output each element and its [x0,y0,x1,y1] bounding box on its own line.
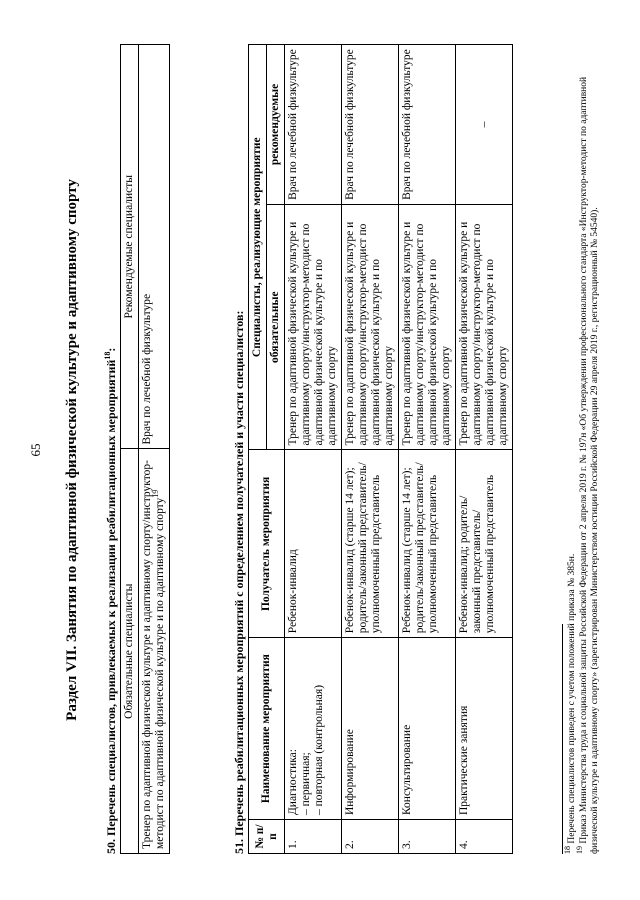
required-specialist-text: Тренер по адаптивной физической культуре и адаптивному спорту/инструктор-методист по адаптивной физической культуре и по адаптивному спорту [141,460,166,849]
table-row [399,45,456,854]
row-recommended: Врач по лечебной физкультуре [399,45,456,205]
row-required: Тренер по адаптивной физической культуре и адаптивному спорту/инструктор-методист по адаптивной физической культуре и по адаптивному спорту [285,204,342,450]
footnote-ref-19: 19 [151,489,161,498]
row-required: Тренер по адаптивной физической культуре и адаптивному спорту/инструктор-методист по адаптивной физической культуре и по адаптивному спорту [456,204,513,450]
footnote-mark: 19 [574,846,584,854]
row-activity: Консультирование [399,638,456,820]
col-activity-name: Наименование мероприятия [249,638,285,820]
activities-table [248,44,513,854]
row-recipient: Ребенок-инвалид; родитель/законный представитель/уполномоченный представитель [456,450,513,638]
row-num: 2. [342,820,399,854]
table-row [456,45,513,854]
row-activity [285,638,342,820]
section-50-heading: 50. Перечень специалистов, привлекаемых к реализации реабилитационных мероприятий$^{18}$: [103,347,118,854]
footnote-separator [562,624,563,854]
col-required-specialists: Обязательные специалисты [121,449,139,854]
recommended-specialist-cell: Врач по лечебной физкультуре [139,45,170,450]
row-recommended: Врач по лечебной физкультуре [285,45,342,205]
row-num: 1. [285,820,342,854]
section-title: Раздел VII. Занятия по адаптивной физической культуре и адаптивному спорту [64,179,80,721]
row-required: Тренер по адаптивной физической культуре и адаптивному спорту/инструктор-методист по адаптивной физической культуре и по адаптивному спорту [399,204,456,450]
activity-sublist [300,642,326,815]
row-num: 3. [399,820,456,854]
col-recommended-specialists: Рекомендуемые специалисты [121,45,139,450]
row-activity: Информирование [342,638,399,820]
section-51-heading: 51. Перечень реабилитационных мероприятий с определением получателей и участи специалистов: [232,310,246,854]
activity-name: Диагностика: [287,749,299,816]
required-specialist-cell [139,449,170,854]
col-num: № п/п [249,820,285,854]
row-recommended: Врач по лечебной физкультуре [342,45,399,205]
footnote-ref-18: 18 [103,351,112,360]
table-row [285,45,342,854]
col-required: обязательные [267,204,285,450]
table-row [342,45,399,854]
footnote-18 [562,44,578,854]
row-recommended: – [456,45,513,205]
page-number: 65 [28,443,43,457]
specialists-table [120,44,170,854]
col-recipient: Получатель мероприятия [249,450,285,638]
footnote-text: Приказ Министерства труда и социальной защиты Российской Федерации от 2 апреля 2019 г. № 197н «Об утверждении профессионального стандарта «Инструктор-методист по адаптивной физической культуре и адаптивному спорту» (зарегистрирован Министерством юстиции Российской Федерации 29 апреля 2019 г., регистрационный № 54540). [579,76,600,854]
footnote-19 [574,44,601,854]
footnote-text: Перечень специалистов приведен с учетом положений приказа № 385н. [567,553,577,844]
row-num: 4. [456,820,513,854]
col-specialists: Специалисты, реализующие мероприятие [249,45,267,450]
rotated-content [20,20,620,880]
section-50-heading-text: 50. Перечень специалистов, привлекаемых к реализации реабилитационных мероприятий [104,359,118,854]
row-recipient: Ребенок-инвалид [285,450,342,638]
row-recipient: Ребенок-инвалид (старше 14 лет); родитель/законный представитель/уполномоченный представитель [399,450,456,638]
row-recipient: Ребенок-инвалид (старше 14 лет); родитель/законный представитель/уполномоченный представитель [342,450,399,638]
list-item: – первичная; [300,642,313,815]
row-required: Тренер по адаптивной физической культуре и адаптивному спорту/инструктор-методист по адаптивной физической культуре и по адаптивному спорту [342,204,399,450]
footnote-mark: 18 [562,846,572,854]
col-recommended: рекомендуемые [267,45,285,205]
row-activity: Практические занятия [456,638,513,820]
list-item: – повторная (контрольная) [313,642,326,815]
